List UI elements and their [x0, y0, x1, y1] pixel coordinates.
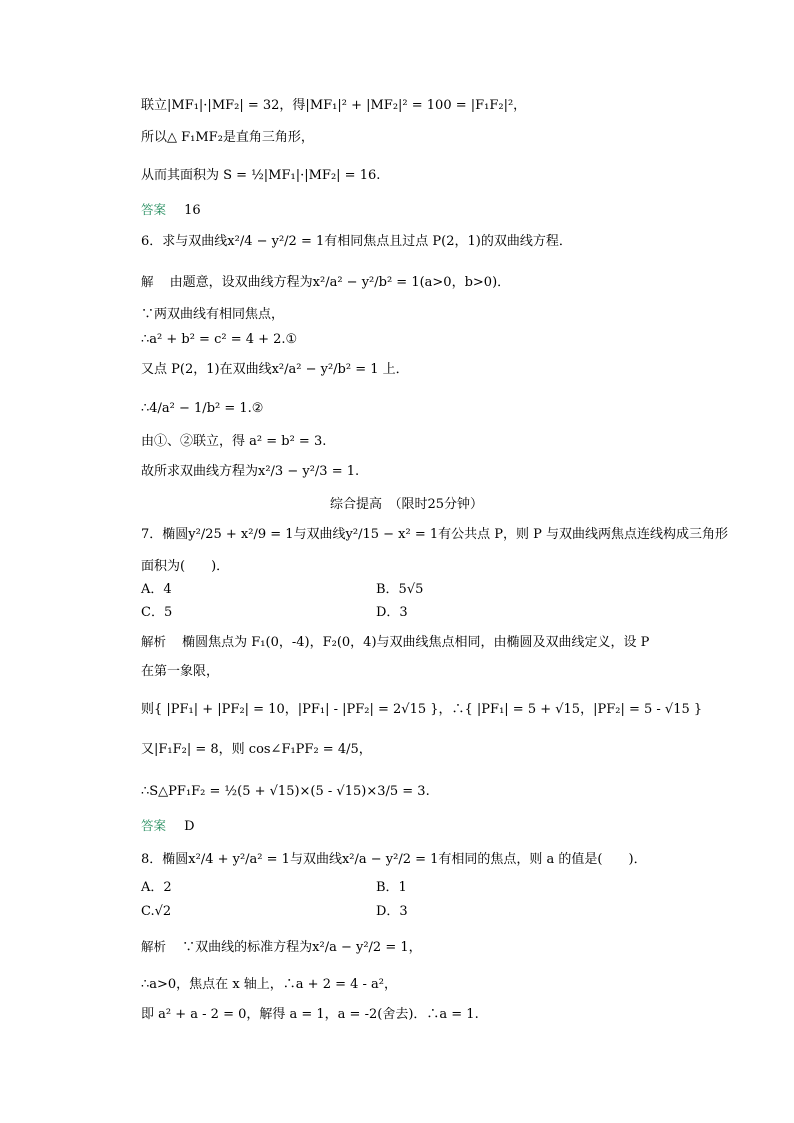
text-line: ∴a>0，焦点在 x 轴上，∴a + 2 = 4 - a²，	[141, 977, 398, 992]
choice-c: C．5	[141, 605, 173, 620]
section-title: 综合提高 （限时25分钟）	[330, 497, 484, 512]
text-line: ∴S△PF₁F₂ = ½(5 + √15)×(5 - √15)×3/5 = 3.	[141, 784, 430, 799]
question-8: 8．椭圆x²/4 + y²/a² = 1与双曲线x²/a − y²/2 = 1有相同的焦点，则 a 的值是( )．	[141, 852, 647, 867]
solution-line	[141, 272, 510, 293]
text-line: 面积为( )．	[141, 559, 230, 574]
text-line: 所以△ F₁MF₂是直角三角形，	[141, 130, 314, 145]
question-7: 7．椭圆y²/25 + x²/9 = 1与双曲线y²/15 − x² = 1有公共点 P，则 P 与双曲线两焦点连线构成三角形	[141, 527, 729, 542]
analysis-text: 椭圆焦点为 F₁(0，-4)，F₂(0，4)与双曲线焦点相同，由椭圆及双曲线定义，设 P	[182, 635, 650, 650]
analysis-label: 解析	[141, 634, 167, 649]
choice-d: D．3	[376, 904, 408, 919]
text-line: ∴4/a² − 1/b² = 1.②	[141, 401, 264, 416]
choice-b: B．5√5	[376, 582, 424, 597]
choice-b: B．1	[376, 880, 407, 895]
answer-label: 答案	[141, 202, 167, 217]
text-line: 故所求双曲线方程为x²/3 − y²/3 = 1.	[141, 464, 360, 479]
analysis-label: 解析	[141, 939, 167, 954]
text-line: 从而其面积为 S = ½|MF₁|·|MF₂| = 16.	[141, 168, 381, 183]
analysis-text: ∵双曲线的标准方程为x²/a − y²/2 = 1，	[182, 940, 422, 955]
text-line: 即 a² + a - 2 = 0，解得 a = 1，a = -2(舍去)．∴a = 1.	[141, 1007, 479, 1022]
solution-text: 由题意，设双曲线方程为x²/a² − y²/b² = 1(a>0，b>0)．	[169, 275, 511, 290]
text-line: 又点 P(2，1)在双曲线x²/a² − y²/b² = 1 上．	[141, 362, 409, 377]
answer-line	[141, 200, 201, 221]
choice-a: A．2	[141, 880, 172, 895]
equation-system: 则{ |PF₁| + |PF₂| = 10，|PF₁| - |PF₂| = 2√15 }，∴{ |PF₁| = 5 + √15，|PF₂| = 5 - √15 }	[141, 702, 703, 717]
text-line: 由①、②联立，得 a² = b² = 3.	[141, 434, 327, 449]
solution-label: 解	[141, 274, 154, 289]
choice-a: A．4	[141, 582, 172, 597]
analysis-line	[141, 937, 422, 958]
text-line: 联立|MF₁|·|MF₂| = 32，得|MF₁|² + |MF₂|² = 100 = |F₁F₂|²，	[141, 98, 527, 113]
answer-value: 16	[184, 203, 201, 218]
analysis-line	[141, 632, 649, 653]
choice-c: C.√2	[141, 904, 172, 919]
answer-line	[141, 816, 195, 837]
text-line: ∵两双曲线有相同焦点，	[141, 307, 285, 322]
text-line: ∴a² + b² = c² = 4 + 2.①	[141, 332, 298, 347]
text-line: 又|F₁F₂| = 8，则 cos∠F₁PF₂ = 4/5，	[141, 742, 372, 757]
text-line: 在第一象限，	[141, 664, 220, 679]
answer-value: D	[184, 819, 195, 834]
answer-label: 答案	[141, 818, 167, 833]
choice-d: D．3	[376, 605, 408, 620]
question-6: 6．求与双曲线x²/4 − y²/2 = 1有相同焦点且过点 P(2，1)的双曲线方程．	[141, 234, 572, 249]
